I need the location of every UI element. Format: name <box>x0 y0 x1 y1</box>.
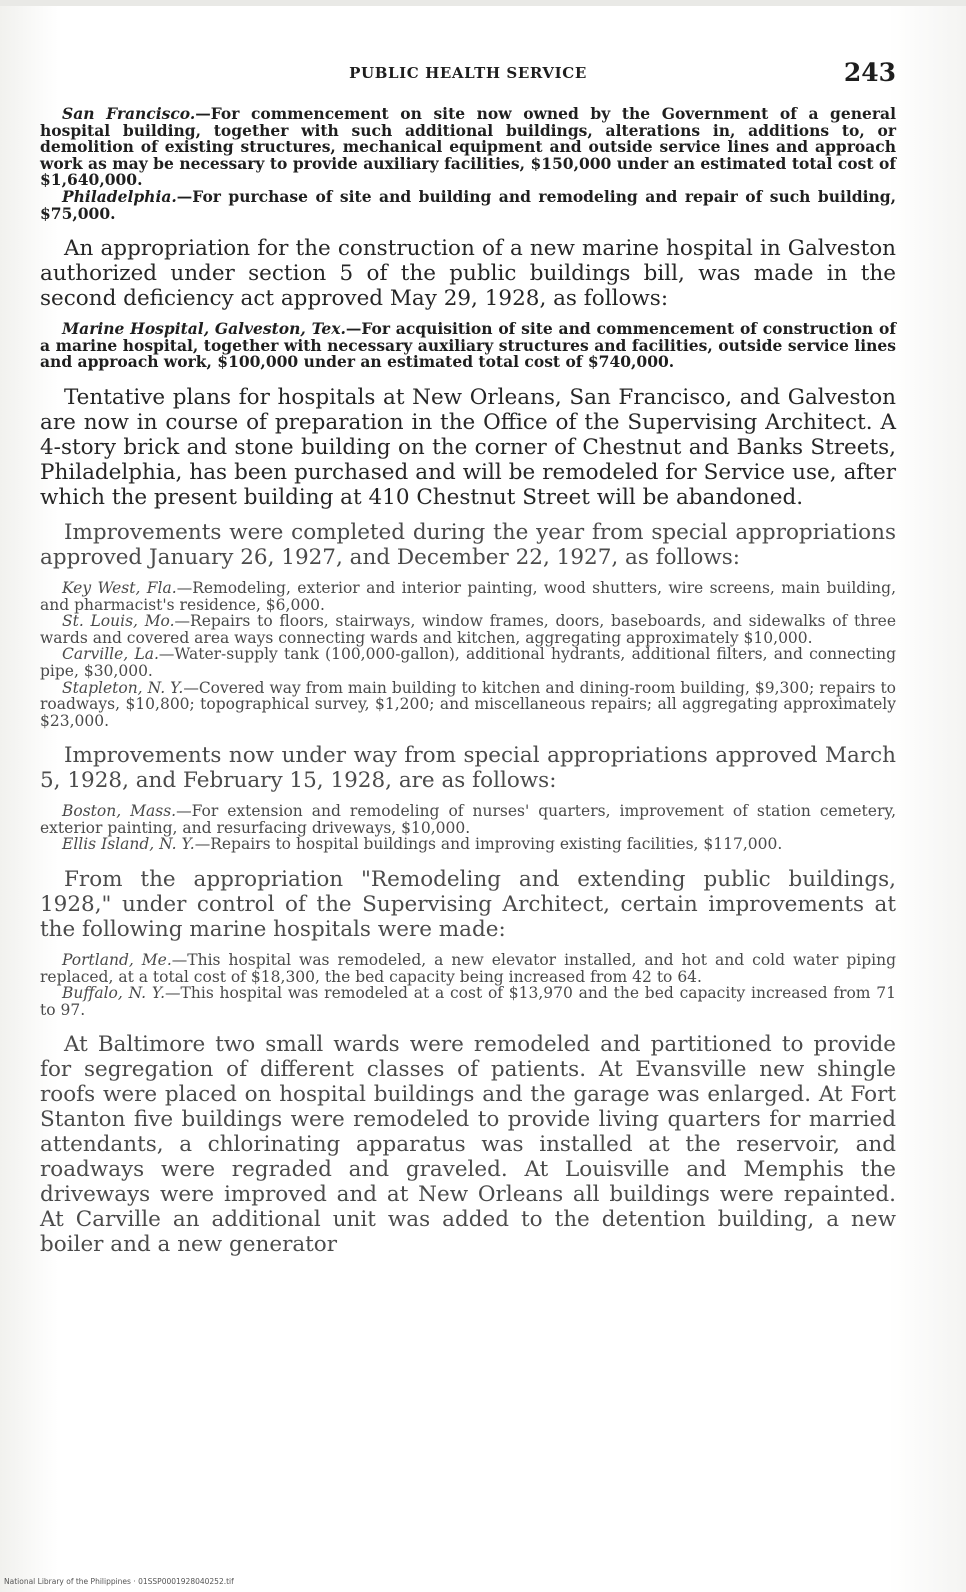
item-galveston <box>40 321 896 371</box>
paragraph-galveston-appropriation: An appropriation for the construction of a new marine hospital in Galveston authorized under section 5 of the public buildings bill, was made in the second deficiency act approved May 29, 1928, as follows: <box>40 236 896 312</box>
page-number: 243 <box>843 58 896 87</box>
item-text: —Water-supply tank (100,000-gallon), additional hydrants, additional filters, and connecting pipe, $30,000. <box>40 645 896 680</box>
item-stapleton <box>40 680 896 730</box>
item-boston <box>40 803 896 836</box>
item-text: —Remodeling, exterior and interior painting, wood shutters, wire screens, main building, and pharmacist's residence, $6,000. <box>40 578 896 614</box>
scan-footer: National Library of the Philippines · 01SSP0001928040252.tif <box>4 1577 234 1586</box>
paragraph-improvements-completed: Improvements were completed during the year from special appropriations approved January 26, 1927, and December 22, 1927, as follows: <box>40 519 896 570</box>
place-name: San Francisco. <box>62 104 196 123</box>
item-buffalo <box>40 985 896 1018</box>
place-name: Boston, Mass. <box>62 802 177 821</box>
scan-edge <box>0 0 966 6</box>
item-text: —This hospital was remodeled at a cost of $13,970 and the bed capacity increased from 71 to 97. <box>40 984 897 1019</box>
item-text: —Repairs to floors, stairways, window frames, doors, baseboards, and sidewalks of three wards and covered area ways connecting wards and kitchen, aggregating approximately $10,000. <box>40 612 896 647</box>
place-name: St. Louis, Mo. <box>62 612 175 631</box>
place-name: Key West, Fla. <box>62 578 177 597</box>
page-body <box>40 106 896 1267</box>
running-head: PUBLIC HEALTH SERVICE <box>349 64 587 82</box>
place-name: Ellis Island, N. Y. <box>62 835 195 854</box>
paragraph-tentative-plans: Tentative plans for hospitals at New Orleans, San Francisco, and Galveston are now in course of preparation in the Office of the Supervising Architect. A 4-story brick and stone building on the corner of Chestnut and Banks Streets, Philadelphia, has been purchased and will be remodeled for Service use, after which the present building at 410 Chestnut Street will be abandoned. <box>40 384 896 510</box>
item-key-west <box>40 580 896 613</box>
item-text: —For acquisition of site and commencement of construction of a marine hospital, together with necessary auxiliary structures and facilities, outside service lines and approach work, $100,000 under an estimated total cost of $740,000. <box>40 319 896 372</box>
item-text: —For commencement on site now owned by the Government of a general hospital building, together with such additional buildings, alterations in, additions to, or demolition of existing structures, mechanical equipment and outside service lines and approach work as may be necessary to provide auxiliary facilities, $150,000 under an estimated total cost of $1,640,000. <box>40 104 896 190</box>
item-philadelphia <box>40 186 896 223</box>
item-text: —For purchase of site and building and remodeling and repair of such building, $75,000. <box>40 186 896 223</box>
place-name: Buffalo, N. Y. <box>62 984 166 1003</box>
page-header <box>40 58 896 92</box>
item-text: —Repairs to hospital buildings and improving existing facilities, $117,000. <box>194 835 783 854</box>
paragraph-improvements-under-way: Improvements now under way from special appropriations approved March 5, 1928, and February 15, 1928, are as follows: <box>40 743 896 794</box>
item-text: —This hospital was remodeled, a new elevator installed, and hot and cold water piping replaced, at a total cost of $18,300, the bed capacity being increased from 42 to 64. <box>40 951 897 986</box>
item-carville <box>40 646 896 679</box>
paragraph-remodeling-appropriation: From the appropriation "Remodeling and extending public buildings, 1928," under control of the Supervising Architect, certain improvements at the following marine hospitals were made: <box>40 867 896 943</box>
place-name: Portland, Me. <box>62 951 172 970</box>
place-name: Stapleton, N. Y. <box>62 678 184 697</box>
item-st-louis <box>40 613 896 646</box>
paragraph-baltimore-improvements: At Baltimore two small wards were remodeled and partitioned to provide for segregation of different classes of patients. At Evansville new shingle roofs were placed on hospital buildings and the garage was enlarged. At Fort Stanton five buildings were remodeled to provide living quarters for married attendants, a chlorinating apparatus was installed at the reservoir, and roadways were regraded and graveled. At Louisville and Memphis the driveways were improved and at New Orleans all buildings were repainted. At Carville an additional unit was added to the detention building, a new boiler and a new generator <box>40 1032 896 1258</box>
place-name: Carville, La. <box>62 645 159 664</box>
place-name: Marine Hospital, Galveston, Tex. <box>62 319 346 339</box>
item-portland <box>40 952 896 985</box>
item-text: —For extension and remodeling of nurses' quarters, improvement of station cemetery, exterior painting, and resurfacing driveways, $10,000. <box>40 802 896 837</box>
item-san-francisco <box>40 106 896 189</box>
item-ellis-island <box>40 836 896 853</box>
place-name: Philadelphia. <box>62 186 177 206</box>
item-text: —Covered way from main building to kitchen and dining-room building, $9,300; repairs to roadways, $10,800; topographical survey, $1,200; and miscellaneous repairs; all aggregating approximately $23,000. <box>40 678 897 730</box>
